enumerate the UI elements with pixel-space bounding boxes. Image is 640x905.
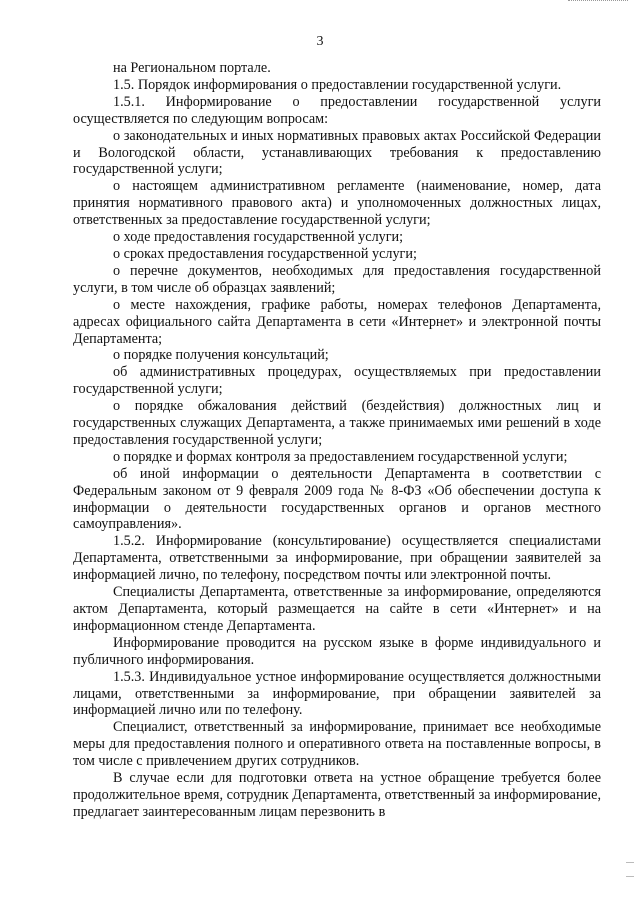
list-item: об административных процедурах, осуществляемых при предоставлении государственной услуги; [73,364,601,398]
paragraph: Информирование проводится на русском языке в форме индивидуального и публичного информирования. [73,634,601,668]
list-item: о сроках предоставления государственной услуги; [113,245,417,262]
list-item: о месте нахождения, графике работы, номерах телефонов Департамента, адресах официального сайта Департамента в сети «Интернет» и электронной почты Департамента; [73,296,601,347]
list-item: о перечне документов, необходимых для предоставления государственной услуги, в том числе об образцах заявлений; [73,262,601,296]
list-item: о порядке и формах контроля за предоставлением государственной услуги; [113,448,568,465]
list-item: о законодательных и иных нормативных правовых актах Российской Федерации и Вологодской области, устанавливающих требования к предоставлению государственной услуги; [73,127,601,178]
list-item: о порядке обжалования действий (бездействия) должностных лиц и государственных служащих Департамента, а также принимаемых ими решений в ходе предоставления государственной услуги; [73,398,601,448]
page-number: 3 [316,34,324,49]
document-body [73,60,601,821]
list-item: об иной информации о деятельности Департамента в соответствии с Федеральным законом от 9 февраля 2009 года № 8-ФЗ «Об обеспечении доступа к информации о деятельности государственных органов и органов местного самоуправления». [73,465,601,533]
paragraph: на Региональном портале. [113,60,271,76]
scan-edge-mark [626,876,634,877]
list-item: о ходе предоставления государственной услуги; [113,229,404,246]
paragraph: 1.5.2. Информирование (консультирование) осуществляется специалистами Департамента, ответственными за информирование, при обращении заявителей за информацией лично, по телефону, посредством почты или электронной почты. [73,533,601,584]
paragraph: В случае если для подготовки ответа на устное обращение требуется более продолжительное время, сотрудник Департамента, ответственный за информирование, предлагает заинтересованным лицам перезвонить в [73,770,601,820]
paragraph: 1.5.1. Информирование о предоставлении государственной услуги осуществляется по следующим вопросам: [73,93,601,127]
list-item: о порядке получения консультаций; [113,347,329,364]
list-item: о настоящем административном регламенте (наименование, номер, дата принятия нормативного правового акта) и уполномоченных должностных лицах, ответственных за предоставление государственной услуги; [73,178,601,229]
scan-corner-mark [568,0,628,5]
paragraph: 1.5.3. Индивидуальное устное информирование осуществляется должностными лицами, ответственными за информирование, при обращении заявителей за информацией лично или по телефону. [73,668,601,719]
paragraph: Специалисты Департамента, ответственные за информирование, определяются актом Департамента, который размещается на сайте в сети «Интернет» и на информационном стенде Департамента. [73,584,601,634]
section-heading: 1.5. Порядок информирования о предоставлении государственной услуги. [113,76,562,93]
paragraph: Специалист, ответственный за информирование, принимает все необходимые меры для предоставления полного и оперативного ответа на поставленные вопросы, в том числе с привлечением других сотрудников. [73,719,601,770]
scan-edge-mark [626,862,634,863]
